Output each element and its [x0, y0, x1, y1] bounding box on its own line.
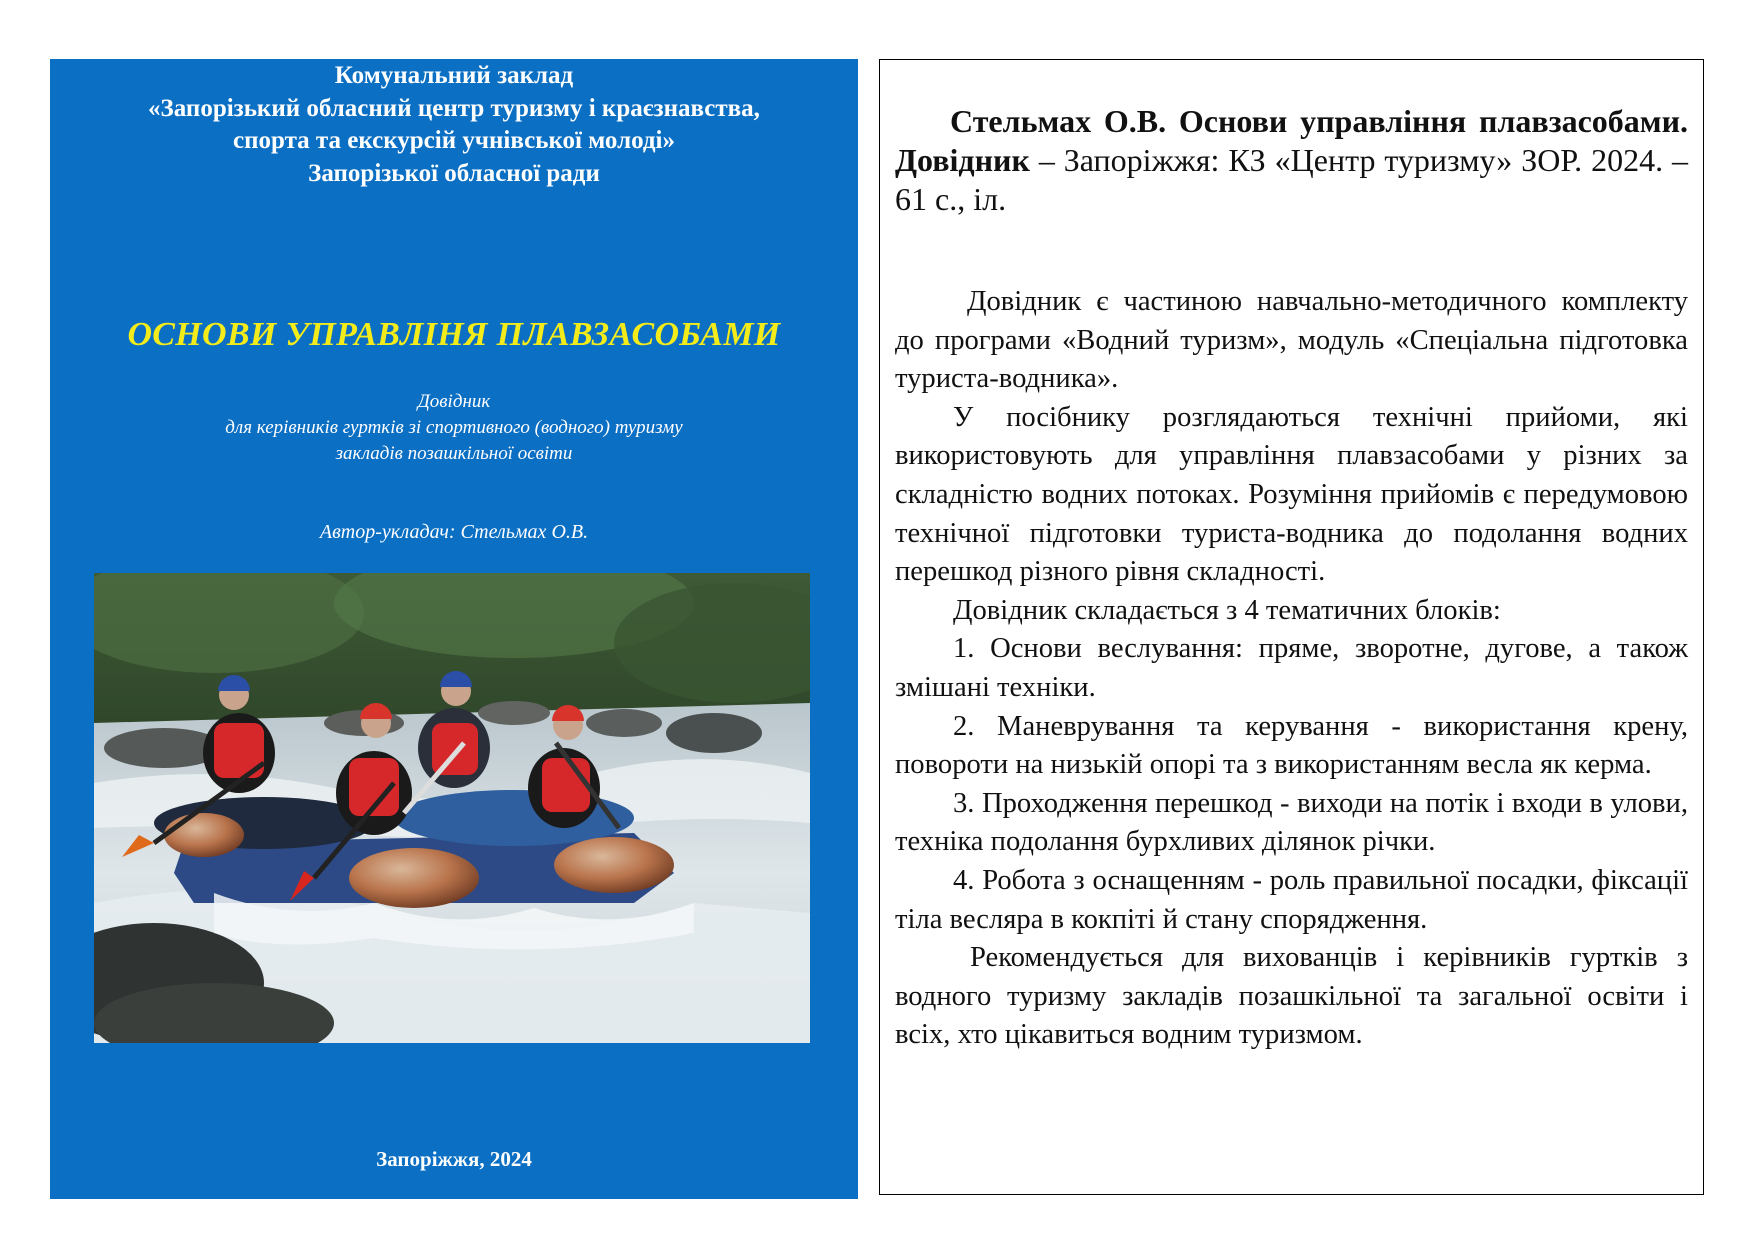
- publisher-block: [50, 60, 858, 190]
- abstract-paragraph: 1. Основи веслування: пряме, зворотне, дугове, а також змішані техніки.: [895, 633, 1688, 703]
- abstract-paragraph: Рекомендується для вихованців і керівників гуртків з водного туризму закладів позашкільної та загальної освіти і всіх, хто цікавиться водним туризмом.: [895, 942, 1688, 1051]
- cover-title: ОСНОВИ УПРАВЛІНЯ ПЛАВЗАСОБАМИ: [127, 316, 781, 353]
- subtitle-line: для керівників гуртків зі спортивного (водного) туризму: [225, 417, 683, 438]
- citation-bold: Стельмах О.В. Основи управління плавзасобами. Довідник: [895, 103, 1688, 178]
- subtitle-line: закладів позашкільної освіти: [335, 443, 573, 464]
- abstract-paragraph: 3. Проходження перешкод - виходи на потік і входи в улови, техніка подолання бурхливих ділянок річки.: [895, 787, 1688, 858]
- city-year: Запоріжжя, 2024: [376, 1147, 532, 1171]
- cover-author: Автор-укладач: Стельмах О.В.: [319, 521, 589, 543]
- citation-rest: – Запоріжжя: КЗ «Центр туризму» ЗОР. 2024. – 61 с., іл.: [895, 142, 1688, 217]
- bibliographic-citation: [895, 102, 1688, 219]
- rafting-photo: [94, 573, 810, 1043]
- abstract-paragraph: У посібнику розглядаються технічні прийоми, які використовують для управління плавзасобами у різних за складністю водних потоках. Розуміння прийомів є передумовою технічної підготовки туриста-водника до подолання водних перешкод різного рівня складності.: [895, 401, 1688, 588]
- book-cover: [50, 59, 858, 1199]
- publisher-line: спорта та екскурсій учнівської молоді»: [233, 127, 675, 154]
- annotation-box: [879, 59, 1704, 1195]
- publisher-line: Запорізької обласної ради: [308, 159, 600, 187]
- abstract-paragraph: Довідник складається з 4 тематичних блоків:: [953, 594, 1501, 626]
- abstract-paragraph: Довідник є частиною навчально-методичного комплекту до програми «Водний туризм», модуль «Спеціальна підготовка туриста-водника».: [895, 286, 1688, 395]
- subtitle-line: Довідник: [417, 391, 491, 412]
- abstract-paragraph: 2. Маневрування та керування - використання крену, повороти на низькій опорі та з використанням весла як керма.: [895, 710, 1688, 781]
- abstract-paragraph: 4. Робота з оснащенням - роль правильної посадки, фіксації тіла весляра в кокпіті й стану спорядження.: [895, 864, 1688, 935]
- publisher-line: Комунальний заклад: [334, 62, 574, 89]
- cover-subtitle: [50, 389, 858, 467]
- publisher-line: «Запорізький обласний центр туризму і краєзнавства,: [148, 94, 760, 122]
- abstract: [895, 283, 1688, 1055]
